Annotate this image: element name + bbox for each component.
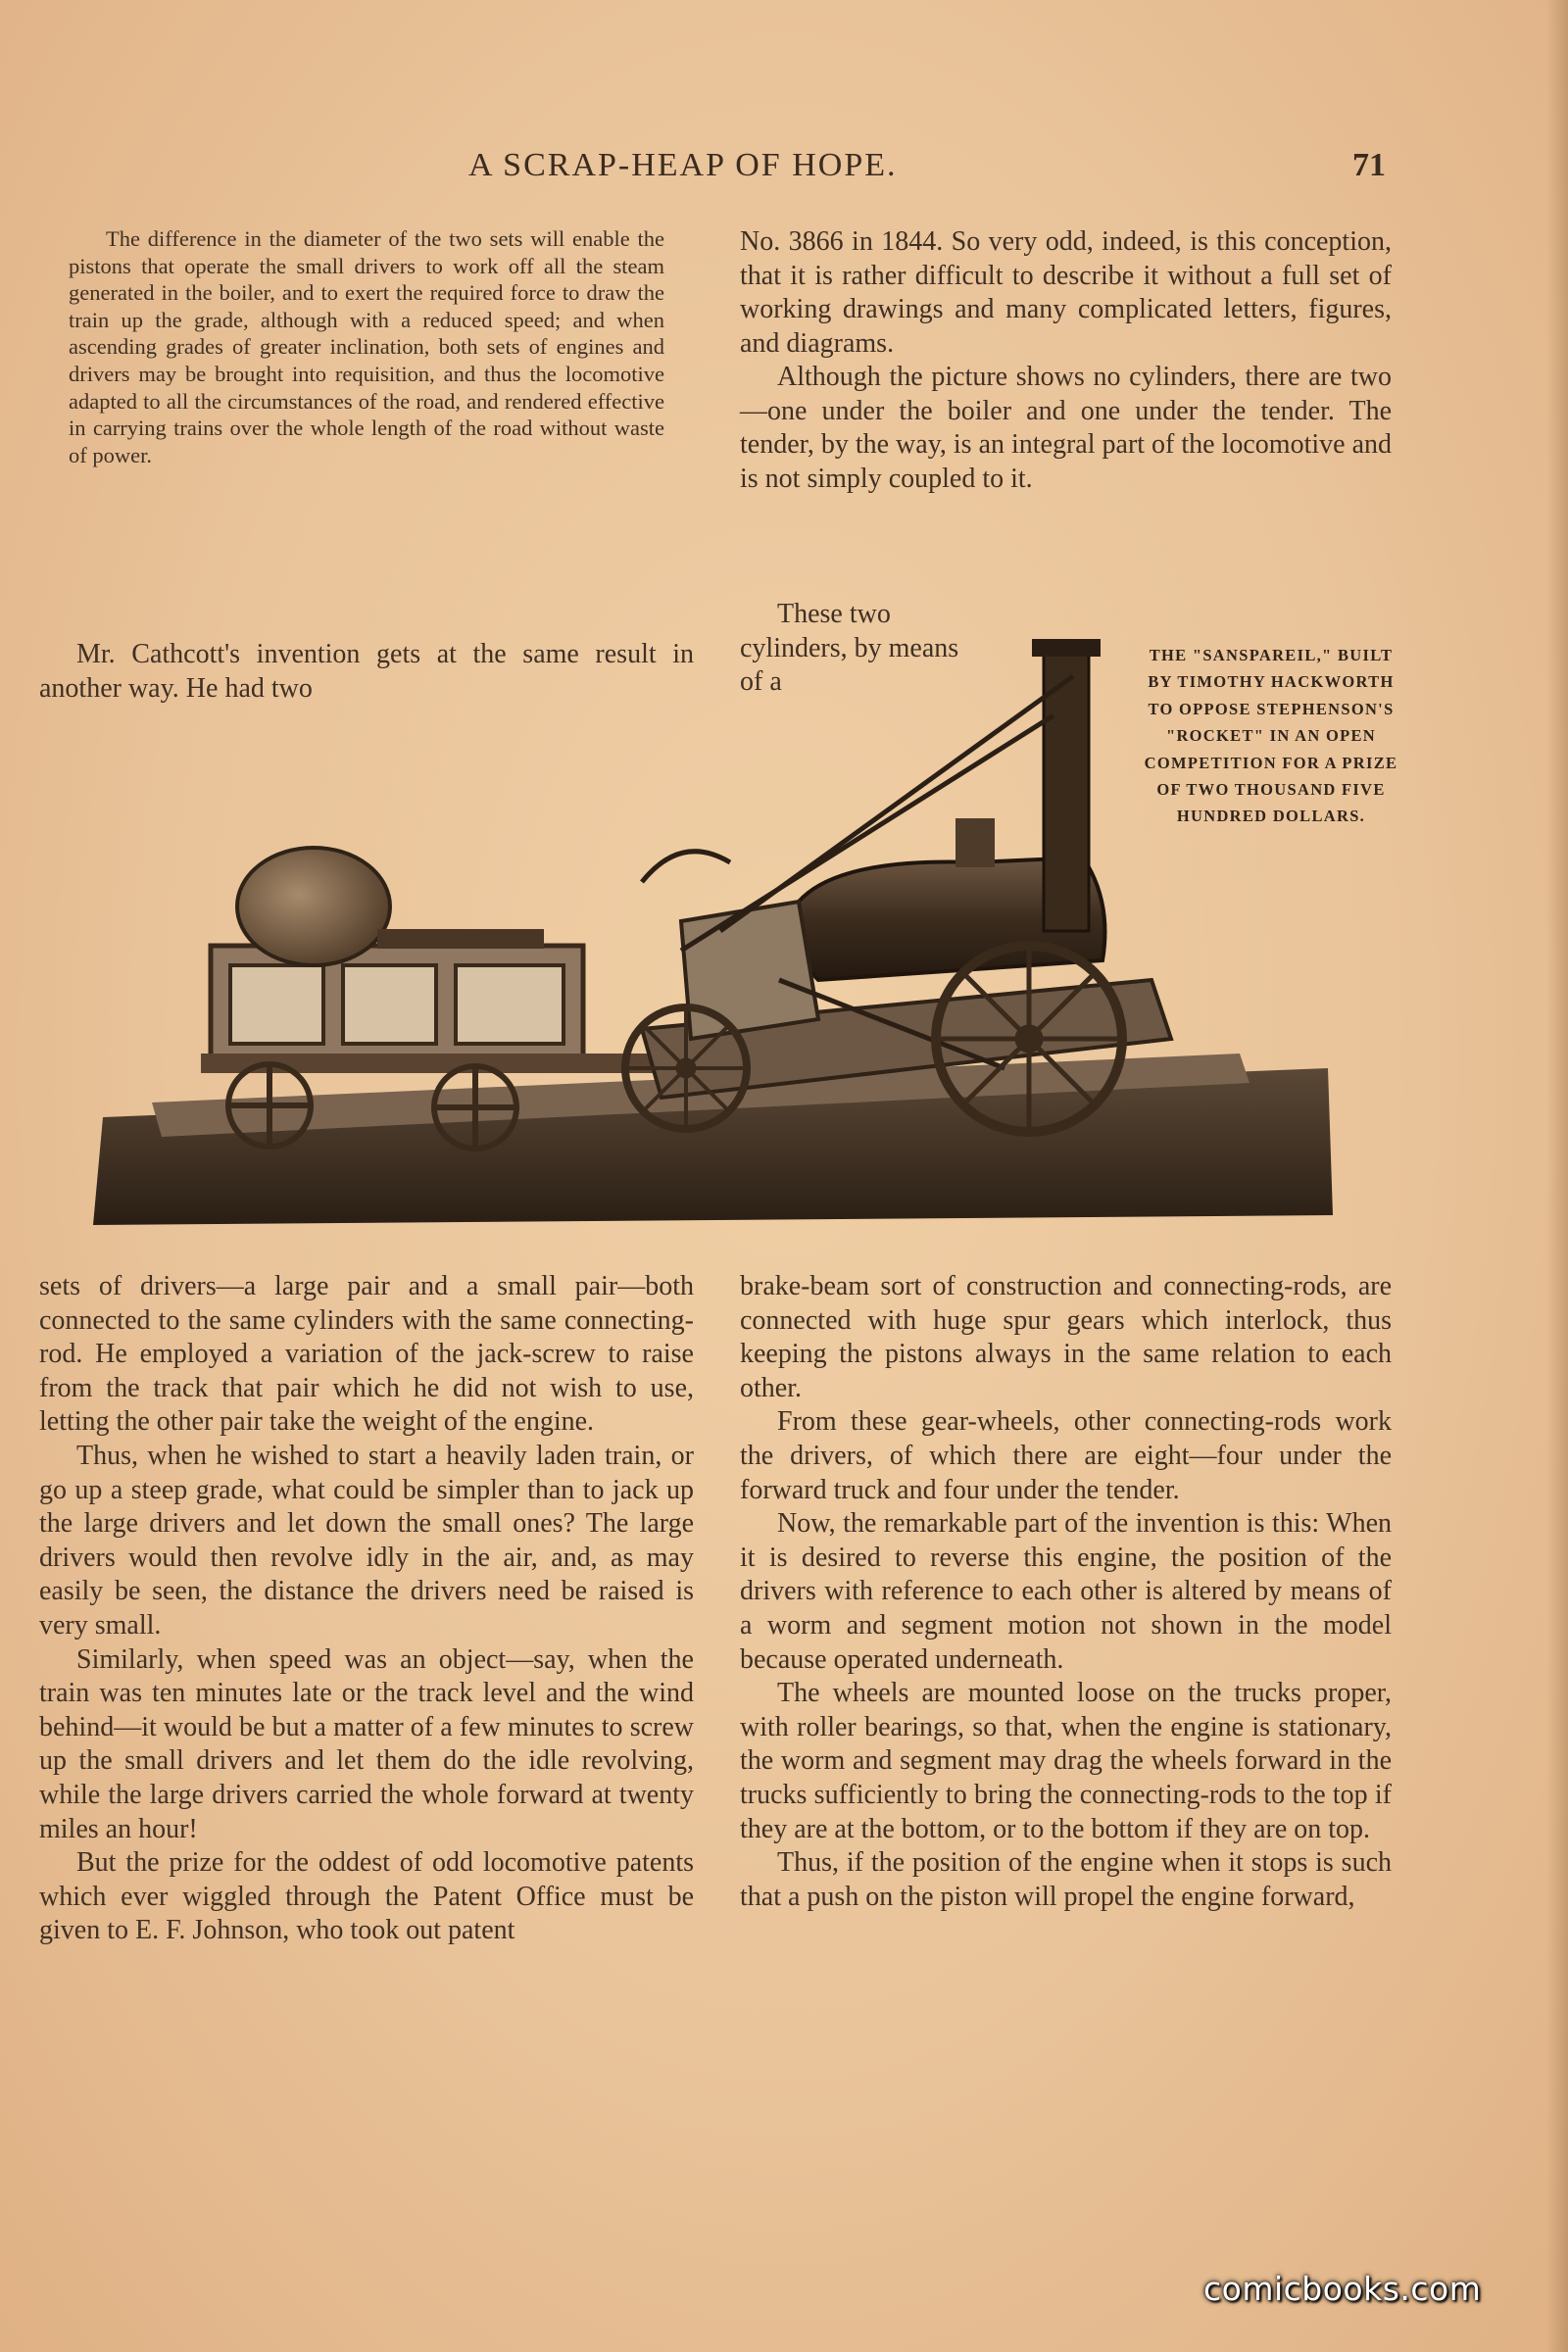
page-number: 71	[1352, 147, 1386, 183]
paragraph: Thus, when he wished to start a heavily laden train, or go up a steep grade, what could be simpler than to jack up the large drivers and let down the small ones? The large drivers would then revolve idly in the air, and, as may easily be seen, the distance the drivers need be raised is very small.	[39, 1440, 694, 1641]
paragraph: These two cylinders, by means of a	[740, 599, 959, 697]
driving-wheel	[936, 946, 1122, 1132]
site-watermark: comicbooks.com	[1203, 2270, 1482, 2308]
small-print-paragraph	[69, 225, 664, 468]
paragraph: Mr. Cathcott's invention gets at the same result in another way. He had two	[39, 639, 694, 704]
right-column-top	[740, 225, 1392, 496]
left-column-bottom	[39, 1270, 694, 1948]
figure-caption: THE "SANSPAREIL," BUILT BY TIMOTHY HACKWORTH TO OPPOSE STEPHENSON'S "ROCKET" IN AN OPEN COMPETITION FOR A PRIZE OF TWO THOUSAND FIVE HUNDRED DOLLARS.	[1144, 646, 1398, 826]
steam-dome	[956, 818, 995, 867]
right-column-bottom	[740, 1270, 1392, 1914]
paragraph: Although the picture shows no cylinders, there are two—one under the boiler and one under the tender. The tender, by the way, is an integral part of the locomotive and is not simply coupled to it.	[740, 362, 1392, 494]
small-print-text: The difference in the diameter of the two sets will enable the pistons that operate the small drivers to work off all the steam generated in the boiler, and to exert the required force to draw the train up the grade, although with a reduced speed; and when ascending grades of greater inclination, both sets of engines and drivers may be brought into requisition, and thus the locomotive adapted to all the circumstances of the road, and rendered effective in carrying trains over the whole length of the road without waste of power.	[69, 226, 664, 467]
paragraph: Similarly, when speed was an object—say, when the train was ten minutes late or the track level and the wind behind—it would be but a matter of a few minutes to screw up the small drivers and let them do the idle revolving, while the large drivers carried the whole forward at twenty miles an hour!	[39, 1643, 694, 1844]
paragraph: Now, the remarkable part of the invention is this: When it is desired to reverse this engine, the position of the drivers with reference to each other is altered by means of a worm and segment motion not shown in the model because operated underneath.	[740, 1508, 1392, 1675]
tender	[201, 848, 691, 1073]
paragraph: But the prize for the oddest of odd locomotive patents which ever wiggled through the Patent Office must be given to E. F. Johnson, who took out patent	[39, 1847, 694, 1946]
driver-cab	[681, 902, 818, 1039]
paragraph: No. 3866 in 1844. So very odd, indeed, is this conception, that it is rather difficult to describe it without a full set of working drawings and many complicated letters, figures, and diagrams.	[740, 226, 1392, 359]
page-edge-shadow	[1546, 0, 1568, 2352]
locomotive-illustration	[93, 608, 1333, 1235]
chimney	[1044, 647, 1089, 931]
paragraph: brake-beam sort of construction and connecting-rods, are connected with huge spur gears which interlock, thus keeping the pistons always in the same relation to each other.	[740, 1271, 1392, 1403]
leading-wheel	[625, 1007, 747, 1129]
page-header	[0, 147, 1568, 196]
paragraph: From these gear-wheels, other connecting-rods work the drivers, of which there are eight—four under the forward truck and four under the tender.	[740, 1406, 1392, 1505]
paragraph: sets of drivers—a large pair and a small pair—both connected to the same cylinders with the same connecting-rod. He employed a variation of the jack-screw to raise from the track that pair which he did not wish to use, letting the other pair take the weight of the engine.	[39, 1271, 694, 1438]
water-barrel	[237, 848, 390, 965]
running-head: A SCRAP-HEAP OF HOPE.	[468, 147, 898, 183]
paragraph: The wheels are mounted loose on the trucks proper, with roller bearings, so that, when the engine is stationary, the worm and segment may drag the wheels forward in the trucks sufficiently to bring the connecting-rods to the top if they are at the bottom, or to the bottom if they are on top.	[740, 1678, 1392, 1844]
paragraph: Thus, if the position of the engine when it stops is such that a push on the piston will propel the engine forward,	[740, 1847, 1392, 1912]
